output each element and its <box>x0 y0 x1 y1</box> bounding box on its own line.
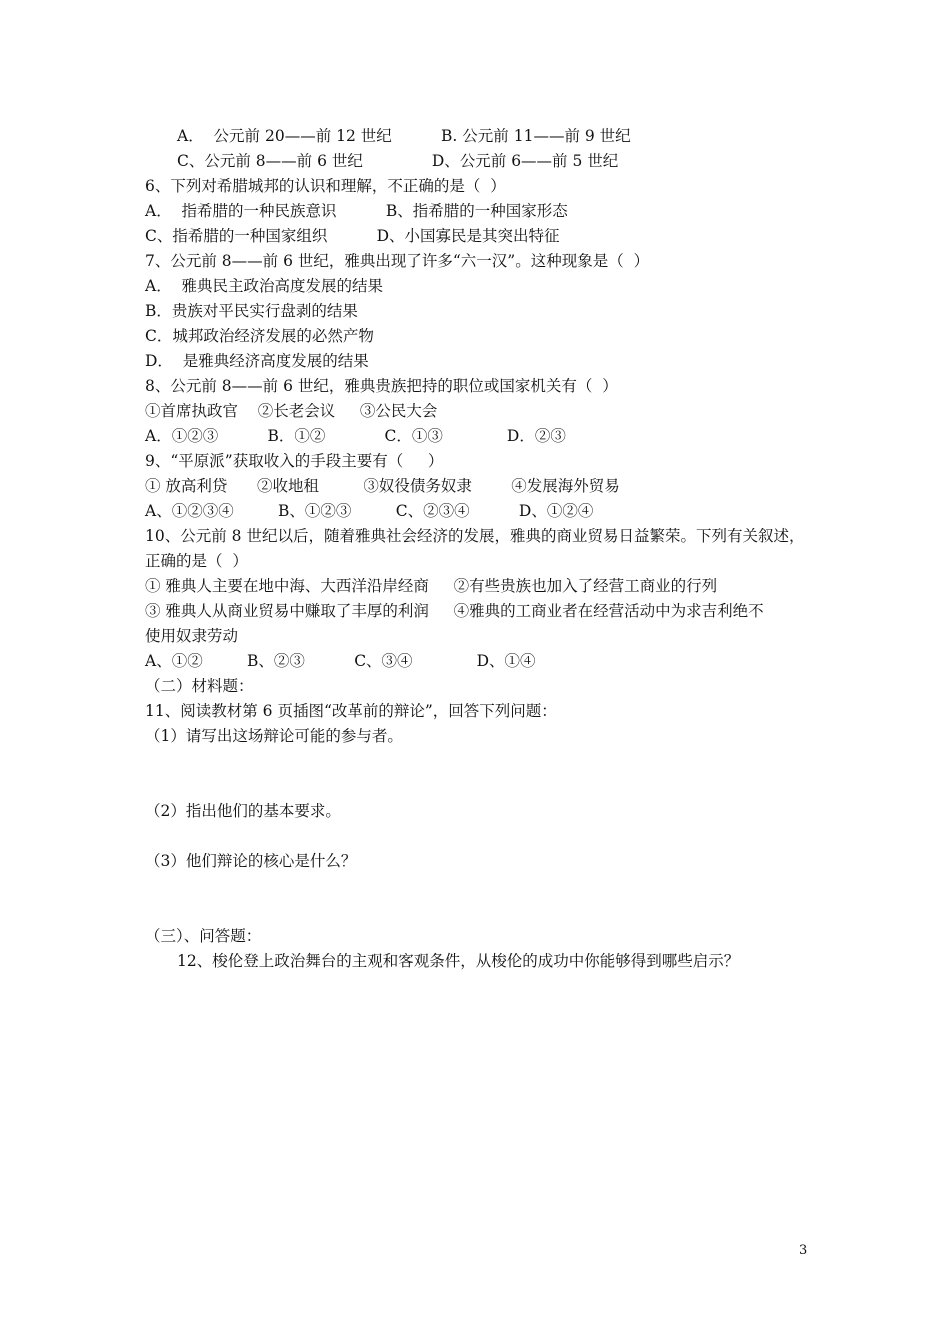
q8-items: ①首席执政官 ②长老会议 ③公民大会 <box>145 402 438 420</box>
q5-options-cd: C、公元前 8——前 6 世纪 D、公元前 6——前 5 世纪 <box>177 152 619 170</box>
q11-question: 11、阅读教材第 6 页插图“改革前的辩论”，回答下列问题： <box>145 702 557 720</box>
q12-question: 12、梭伦登上政治舞台的主观和客观条件，从梭伦的成功中你能够得到哪些启示？ <box>177 952 740 970</box>
q6-options-cd: C、指希腊的一种国家组织 D、小国寡民是其突出特征 <box>145 227 560 245</box>
q7-question: 7、公元前 8——前 6 世纪，雅典出现了许多“六一汉”。这种现象是（ ） <box>145 252 650 270</box>
q11-sub1: （1）请写出这场辩论可能的参与者。 <box>145 727 403 745</box>
section-heading-material: （二）材料题： <box>145 677 254 695</box>
q11-sub2: （2）指出他们的基本要求。 <box>145 802 341 820</box>
q8-question: 8、公元前 8——前 6 世纪，雅典贵族把持的职位或国家机关有（ ） <box>145 377 618 395</box>
q9-options: A、①②③④ B、①②③ C、②③④ D、①②④ <box>145 502 594 520</box>
q7-option-a: A． 雅典民主政治高度发展的结果 <box>145 277 384 295</box>
q10-items-line2: ③ 雅典人从商业贸易中赚取了丰厚的利润 ④雅典的工商业者在经营活动中为求吉利绝不 <box>145 602 764 620</box>
q6-question: 6、下列对希腊城邦的认识和理解，不正确的是（ ） <box>145 177 506 195</box>
q7-option-d: D． 是雅典经济高度发展的结果 <box>145 352 369 370</box>
q10-items-line3: 使用奴隶劳动 <box>145 627 239 645</box>
q8-options: A．①②③ B．①② C．①③ D．②③ <box>145 427 566 445</box>
q10-question-line1: 10、公元前 8 世纪以后，随着雅典社会经济的发展，雅典的商业贸易日益繁荣。下列有关叙述， <box>145 527 805 545</box>
q9-items: ① 放高利贷 ②收地租 ③奴役债务奴隶 ④发展海外贸易 <box>145 477 620 495</box>
q7-option-c: C．城邦政治经济发展的必然产物 <box>145 327 374 345</box>
section-heading-essay: （三）、问答题： <box>145 927 262 945</box>
q7-option-b: B．贵族对平民实行盘剥的结果 <box>145 302 358 320</box>
page-number: 3 <box>799 1243 808 1258</box>
q6-options-ab: A． 指希腊的一种民族意识 B、指希腊的一种国家形态 <box>145 202 568 220</box>
q5-options-ab: A． 公元前 20——前 12 世纪 B. 公元前 11——前 9 世纪 <box>177 127 631 145</box>
q11-sub3: （3）他们辩论的核心是什么？ <box>145 852 357 870</box>
q9-question: 9、“平原派”获取收入的手段主要有（ ） <box>145 452 444 470</box>
q10-items-line1: ① 雅典人主要在地中海、大西洋沿岸经商 ②有些贵族也加入了经营工商业的行列 <box>145 577 718 595</box>
q10-question-line2: 正确的是（ ） <box>145 552 248 570</box>
q10-options: A、①② B、②③ C、③④ D、①④ <box>145 652 536 670</box>
